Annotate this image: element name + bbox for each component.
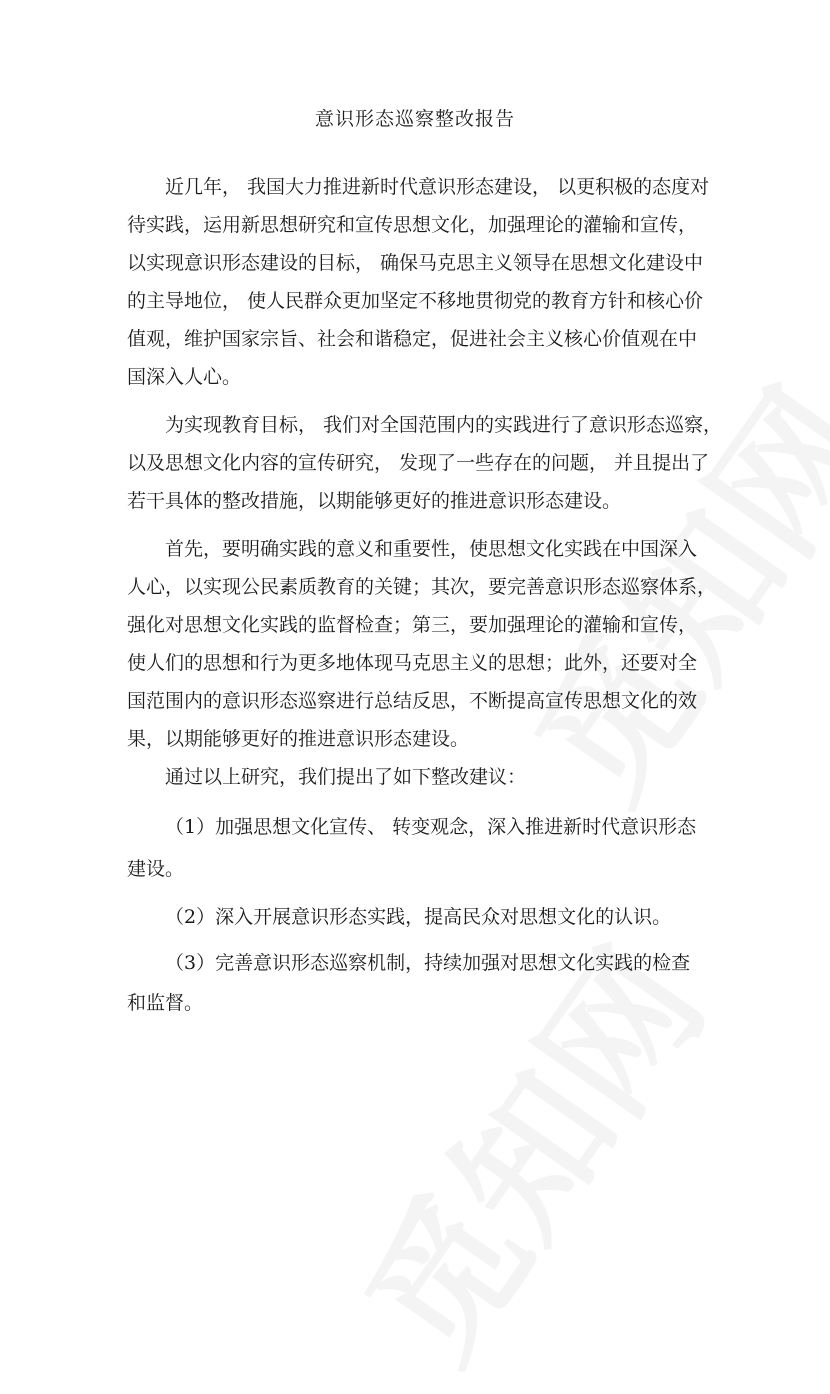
text-line: 首先，要明确实践的意义和重要性，使思想文化实践在中国深入 [165,538,698,560]
paragraph-suggestions-intro [127,758,717,796]
suggestion-2 [127,898,717,936]
text-line: 国深入人心。 [127,366,242,388]
text-line: 人心，以实现公民素质教育的关键；其次，要完善意识形态巡察体系， [127,576,717,598]
text-line: 通过以上研究，我们提出了如下整改建议： [165,766,527,788]
suggestion-3 [127,944,717,1022]
paragraph-goal [127,406,723,520]
document-title: 意识形态巡察整改报告 [314,108,515,130]
text-line: 果，以期能够更好的推进意识形态建设。 [127,728,470,750]
text-line: 值观，维护国家宗旨、社会和谐稳定，促进社会主义核心价值观在中 [127,328,698,350]
text-line: （2）深入开展意识形态实践，提高民众对思想文化的认识。 [165,906,672,928]
text-line: 以实现意识形态建设的目标， 确保马克思主义领导在思想文化建设中 [127,252,704,274]
paragraph-measures [127,530,717,758]
text-line: 国范围内的意识形态巡察进行总结反思，不断提高宣传思想文化的效 [127,690,698,712]
text-line: 以及思想文化内容的宣传研究， 发现了一些存在的问题， 并且提出了 [127,452,710,474]
text-line: 强化对思想文化实践的监督检查；第三，要加强理论的灌输和宣传， [127,614,698,636]
text-line: 和监督。 [127,992,204,1014]
text-line: 的主导地位， 使人民群众更加坚定不移地贯彻党的教育方针和核心价 [127,290,704,312]
paragraph-intro [127,168,717,396]
text-line: 待实践，运用新思想研究和宣传思想文化，加强理论的灌输和宣传， [127,214,698,236]
text-line: （3）完善意识形态巡察机制，持续加强对思想文化实践的检查 [165,952,691,974]
text-line: 若干具体的整改措施，以期能够更好的推进意识形态建设。 [127,490,622,512]
text-line: 建设。 [127,858,185,880]
text-line: 为实现教育目标， 我们对全国范围内的实践进行了意识形态巡察， [165,414,723,436]
text-line: 近几年， 我国大力推进新时代意识形态建设， 以更积极的态度对 [165,176,710,198]
text-line: （1）加强思想文化宣传、 转变观念，深入推进新时代意识形态 [165,816,697,838]
text-line: 使人们的思想和行为更多地体现马克思主义的思想；此外，还要对全 [127,652,698,674]
suggestion-1 [127,808,717,888]
